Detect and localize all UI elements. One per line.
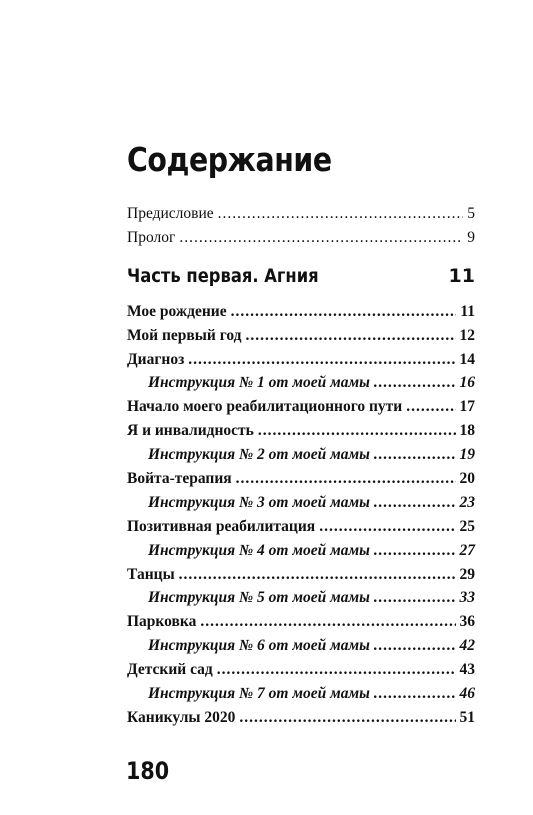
- toc-instruction-page: 33: [459, 589, 475, 607]
- toc-chapter[interactable]: [127, 706, 475, 730]
- toc-entry-label: Предисловие: [127, 205, 214, 222]
- dot-leader: [258, 419, 456, 443]
- toc-instruction[interactable]: [127, 586, 475, 610]
- toc-entry-label: Пролог: [127, 228, 176, 246]
- dot-leader: [217, 658, 456, 682]
- toc-instruction-page: 16: [459, 374, 475, 392]
- page-title: Содержание: [127, 140, 332, 179]
- section-page: 11: [448, 264, 475, 287]
- toc-instruction[interactable]: [127, 443, 475, 467]
- dot-leader: [374, 443, 456, 467]
- toc-instruction-label: Инструкция № 7 от моей мамы: [148, 685, 370, 703]
- toc-chapter-label: Мой первый год: [127, 326, 242, 344]
- toc-chapter-page: 25: [459, 517, 475, 535]
- toc-entry-page: 5: [467, 205, 475, 222]
- dot-leader: [231, 300, 457, 324]
- dot-leader: [179, 226, 463, 250]
- dot-leader: [246, 324, 456, 348]
- toc-chapter[interactable]: [127, 348, 475, 372]
- dot-leader: [179, 563, 456, 587]
- toc-chapter[interactable]: [127, 658, 475, 682]
- dot-leader: [218, 202, 464, 226]
- toc-instruction-label: Инструкция № 6 от моей мамы: [148, 637, 370, 655]
- toc-instruction[interactable]: [127, 371, 475, 395]
- page-number: 180: [126, 757, 170, 785]
- toc-chapter[interactable]: [127, 610, 475, 634]
- toc-chapter-label: Каникулы 2020: [127, 708, 236, 726]
- toc-chapter[interactable]: [127, 467, 475, 491]
- toc-chapter-page: 29: [459, 565, 475, 583]
- dot-leader: [374, 682, 456, 706]
- dot-leader: [374, 539, 456, 563]
- toc-instruction-page: 19: [459, 446, 475, 464]
- dot-leader: [374, 634, 456, 658]
- toc-chapter-label: Мое рождение: [127, 302, 227, 320]
- toc-section-part-one[interactable]: [127, 252, 475, 300]
- toc-chapter-page: 11: [460, 302, 475, 320]
- dot-leader: [406, 395, 455, 419]
- toc-chapter[interactable]: [127, 324, 475, 348]
- toc-chapter-label: Начало моего реабилитационного пути: [127, 398, 403, 416]
- toc-instruction[interactable]: [127, 539, 475, 563]
- dot-leader: [374, 586, 456, 610]
- toc-chapter-page: 36: [459, 613, 475, 631]
- toc-instruction-label: Инструкция № 1 от моей мамы: [148, 374, 370, 392]
- dot-leader: [239, 706, 455, 730]
- dot-leader: [374, 491, 456, 515]
- section-title: Часть первая. Агния: [127, 264, 319, 287]
- toc-chapter-label: Танцы: [127, 565, 175, 583]
- toc-instruction-page: 42: [459, 637, 475, 655]
- toc-instruction-label: Инструкция № 5 от моей мамы: [148, 589, 370, 607]
- toc-chapter[interactable]: [127, 563, 475, 587]
- toc-chapter-page: 17: [459, 398, 475, 416]
- toc-chapter-page: 43: [459, 661, 475, 679]
- toc-chapter-label: Позитивная реабилитация: [127, 517, 316, 535]
- toc-chapter-page: 14: [459, 350, 475, 368]
- toc-entry-preface[interactable]: [127, 202, 475, 226]
- toc-chapter-label: Войта-терапия: [127, 470, 232, 488]
- toc-entry-prologue[interactable]: [127, 226, 475, 250]
- toc-chapter-label: Диагноз: [127, 350, 185, 368]
- toc-instruction[interactable]: [127, 682, 475, 706]
- toc-chapter-label: Парковка: [127, 613, 197, 631]
- toc-chapter-label: Я и инвалидность: [127, 422, 254, 440]
- dot-leader: [188, 348, 455, 372]
- toc-chapter[interactable]: [127, 300, 475, 324]
- toc-instruction-page: 46: [459, 685, 475, 703]
- toc-entry-page: 9: [467, 228, 475, 246]
- dot-leader: [200, 610, 455, 634]
- dot-leader: [236, 467, 456, 491]
- toc-instruction[interactable]: [127, 491, 475, 515]
- toc-chapter-label: Детский сад: [127, 661, 213, 679]
- toc-chapter[interactable]: [127, 419, 475, 443]
- toc-chapter-page: 51: [459, 708, 475, 726]
- toc-chapter-page: 18: [459, 422, 475, 440]
- toc-instruction-page: 23: [459, 493, 475, 511]
- toc-chapter[interactable]: [127, 395, 475, 419]
- dot-leader: [319, 515, 455, 539]
- toc-instruction-label: Инструкция № 2 от моей мамы: [148, 446, 370, 464]
- toc-instruction[interactable]: [127, 634, 475, 658]
- toc-chapter-page: 20: [459, 470, 475, 488]
- toc-chapter-page: 12: [459, 326, 475, 344]
- toc-chapter[interactable]: [127, 515, 475, 539]
- dot-leader: [374, 371, 456, 395]
- toc-instruction-page: 27: [459, 541, 475, 559]
- table-of-contents: [127, 202, 475, 730]
- toc-instruction-label: Инструкция № 4 от моей мамы: [148, 541, 370, 559]
- toc-instruction-label: Инструкция № 3 от моей мамы: [148, 493, 370, 511]
